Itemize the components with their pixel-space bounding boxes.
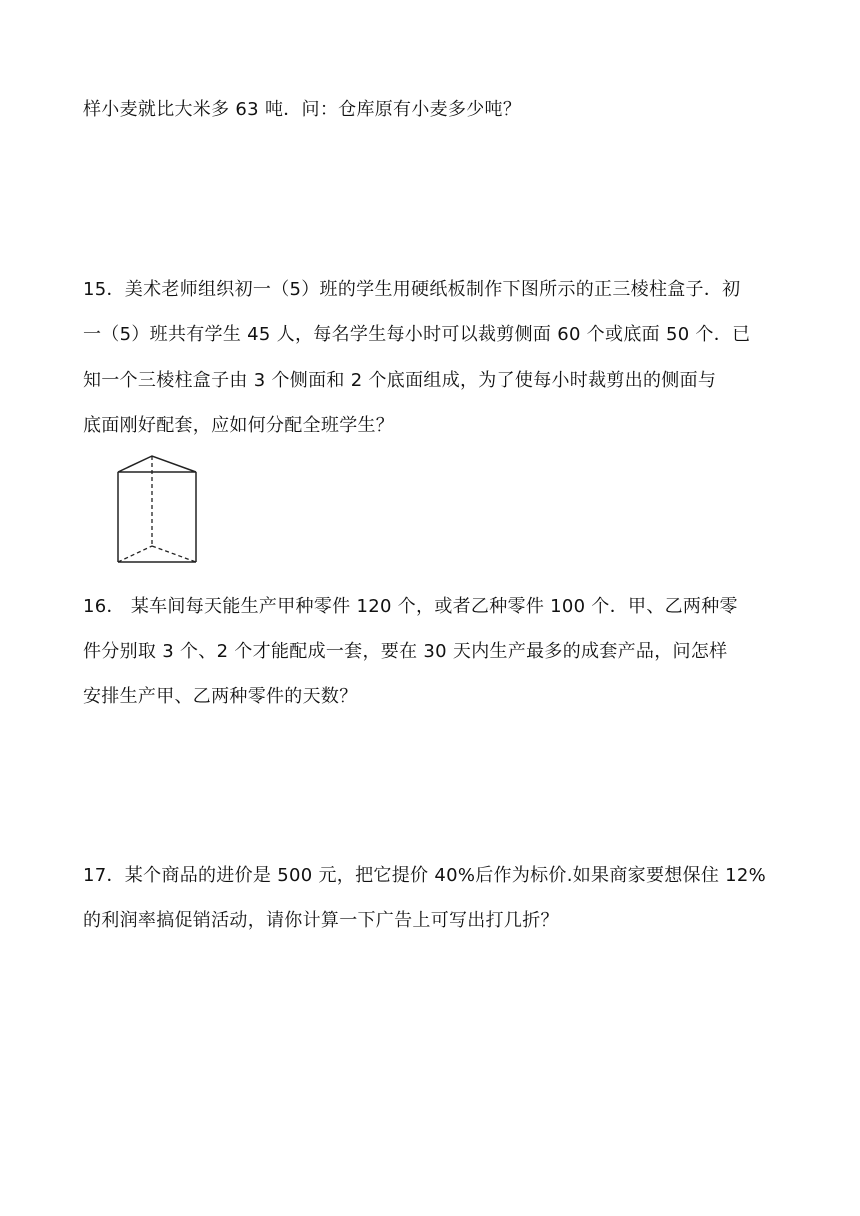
problem-16-text-line: 16． 某车间每天能生产甲种零件 120 个，或者乙种零件 100 个．甲、乙两种零 xyxy=(83,596,738,617)
problem-15-text-line: 底面刚好配套，应如何分配全班学生？ xyxy=(83,415,395,436)
problem-16-text-line: 安排生产甲、乙两种零件的天数？ xyxy=(83,686,358,707)
prism-hidden-bottom-right xyxy=(152,546,196,562)
triangular-prism-figure xyxy=(110,452,202,568)
problem-17-text-line: 的利润率搞促销活动，请你计算一下广告上可写出打几折？ xyxy=(83,910,559,931)
prism-top-face xyxy=(118,456,196,472)
problem-17-text-line: 17．某个商品的进价是 500 元，把它提价 40%后作为标价.如果商家要想保住 12% xyxy=(83,865,767,886)
prism-hidden-bottom-left xyxy=(118,546,152,562)
problem-15-text-line: 15．美术老师组织初一（5）班的学生用硬纸板制作下图所示的正三棱柱盒子．初 xyxy=(83,279,741,300)
problem-14-text-line: 样小麦就比大米多 63 吨．问：仓库原有小麦多少吨？ xyxy=(83,99,522,120)
problem-15-text-line: 一（5）班共有学生 45 人，每名学生每小时可以裁剪侧面 60 个或底面 50 个．已 xyxy=(83,324,751,345)
problem-15-text-line: 知一个三棱柱盒子由 3 个侧面和 2 个底面组成，为了使每小时裁剪出的侧面与 xyxy=(83,370,717,391)
problem-16-text-line: 件分别取 3 个、2 个才能配成一套，要在 30 天内生产最多的成套产品，问怎样 xyxy=(83,641,728,662)
